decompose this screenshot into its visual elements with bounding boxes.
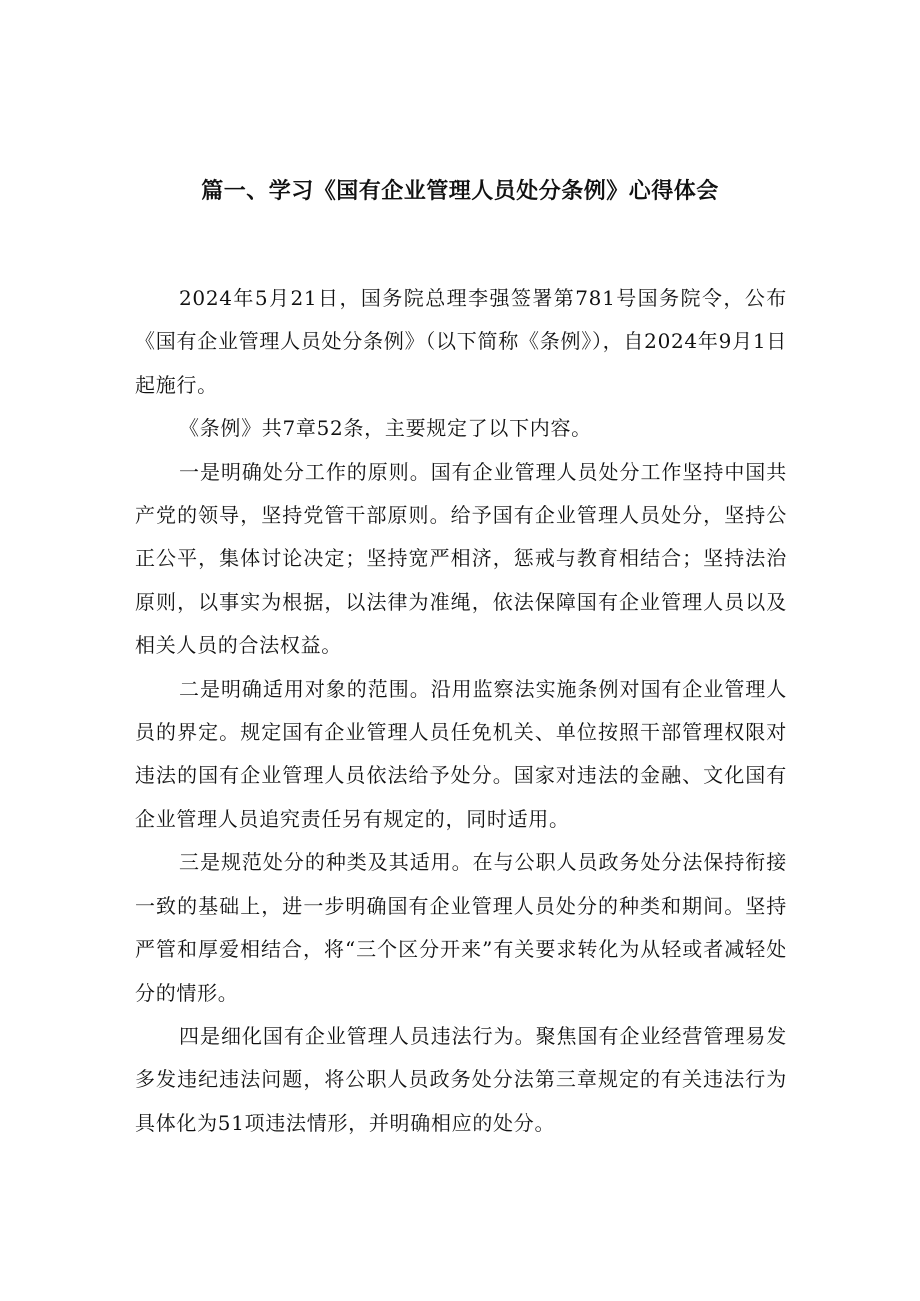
document-title: 篇一、学习《国有企业管理人员处分条例》心得体会 [201, 179, 719, 204]
paragraph-point-four: 四是细化国有企业管理人员违法行为。聚焦国有企业经营管理易发多发违纪违法问题，将公职人员政务处分法第三章规定的有关违法行为具体化为51项违法情形，并明确相应的处分。 [135, 1023, 787, 1135]
paragraph-overview: 《条例》共7章52条，主要规定了以下内容。 [179, 416, 592, 441]
paragraph-point-one: 一是明确处分工作的原则。国有企业管理人员处分工作坚持中国共产党的领导，坚持党管干部原则。给予国有企业管理人员处分，坚持公正公平，集体讨论决定；坚持宽严相济，惩戒与教育相结合；坚持法治原则，以事实为根据，以法律为准绳，依法保障国有企业管理人员以及相关人员的合法权益。 [135, 459, 787, 658]
paragraph-intro: 2024年5月21日，国务院总理李强签署第781号国务院令，公布《国有企业管理人员处分条例》（以下简称《条例》），自2024年9月1日起施行。 [135, 286, 787, 397]
paragraph-point-two: 二是明确适用对象的范围。沿用监察法实施条例对国有企业管理人员的界定。规定国有企业管理人员任免机关、单位按照干部管理权限对违法的国有企业管理人员依法给予处分。国家对违法的金融、文化国有企业管理人员追究责任另有规定的，同时适用。 [135, 676, 787, 831]
paragraph-point-three: 三是规范处分的种类及其适用。在与公职人员政务处分法保持衔接一致的基础上，进一步明确国有企业管理人员处分的种类和期间。坚持严管和厚爱相结合，将“三个区分开来”有关要求转化为从轻或者减轻处分的情形。 [135, 850, 787, 1005]
document-body [135, 277, 787, 1145]
